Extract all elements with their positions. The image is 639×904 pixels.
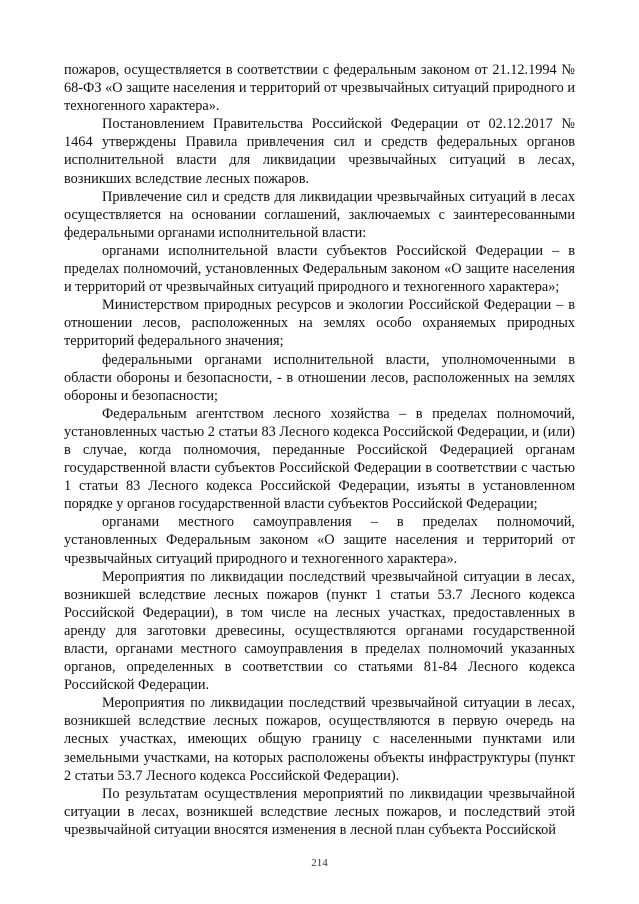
page-number: 214	[311, 857, 328, 869]
list-item: Министерством природных ресурсов и экологии Российской Федерации – в отношении лесов, расположенных на землях особо охраняемых природных территорий федерального значения;	[64, 297, 575, 350]
paragraph: Привлечение сил и средств для ликвидации чрезвычайных ситуаций в лесах осуществляется на основании соглашений, заключаемых с заинтересованными федеральными органами исполнительной власти:	[64, 188, 575, 241]
list-item: органами местного самоуправления – в пределах полномочий, установленных Федеральным законом «О защите населения и территорий от чрезвычайных ситуаций природного и техногенного характера».	[64, 514, 575, 567]
list-item: Федеральным агентством лесного хозяйства – в пределах полномочий, установленных частью 2 статьи 83 Лесного кодекса Российской Федерации, и (или) в случае, когда полномочия, переданные Российской Федерацией органам государственной власти субъектов Российской Федерации в соответствии с частью 1 статьи 83 Лесного кодекса Российской Федерации, изъяты в установленном порядке у органов государственной власти субъектов Российской Федерации;	[64, 405, 575, 513]
list-item: федеральными органами исполнительной власти, уполномоченными в области обороны и безопасности, - в отношении лесов, расположенных на землях обороны и безопасности;	[64, 351, 575, 404]
list-item: органами исполнительной власти субъектов Российской Федерации – в пределах полномочий, установленных Федеральным законом «О защите населения и территорий от чрезвычайных ситуаций природного и техногенного характера»;	[64, 242, 575, 296]
paragraph: По результатам осуществления мероприятий по ликвидации чрезвычайной ситуации в лесах, возникшей вследствие лесных пожаров, и последствий этой чрезвычайной ситуации вносятся изменения в лесной план субъекта Российской	[64, 785, 575, 838]
paragraph: Мероприятия по ликвидации последствий чрезвычайной ситуации в лесах, возникшей вследствие лесных пожаров, осуществляются в первую очередь на лесных участках, имеющих общую границу с населенными пунктами или земельными участками, на которых расположены объекты инфраструктуры (пункт 2 статьи 53.7 Лесного кодекса Российской Федерации).	[64, 695, 575, 784]
body-text	[64, 61, 575, 839]
paragraph: Постановлением Правительства Российской Федерации от 02.12.2017 № 1464 утверждены Правила привлечения сил и средств федеральных органов исполнительной власти для ликвидации чрезвычайных ситуаций в лесах, возникших вследствие лесных пожаров.	[64, 116, 575, 187]
paragraph: Мероприятия по ликвидации последствий чрезвычайной ситуации в лесах, возникшей вследствие лесных пожаров (пункт 1 статьи 53.7 Лесного кодекса Российской Федерации), в том числе на лесных участках, предоставленных в аренду для заготовки древесины, осуществляются органами государственной власти, органами местного самоуправления в пределах полномочий указанных органов, определенных в соответствии со статьями 81-84 Лесного кодекса Российской Федерации.	[64, 568, 575, 694]
paragraph-continuation: пожаров, осуществляется в соответствии с федеральным законом от 21.12.1994 № 68-ФЗ «О защите населения и территорий от чрезвычайных ситуаций природного и техногенного характера».	[64, 62, 575, 115]
